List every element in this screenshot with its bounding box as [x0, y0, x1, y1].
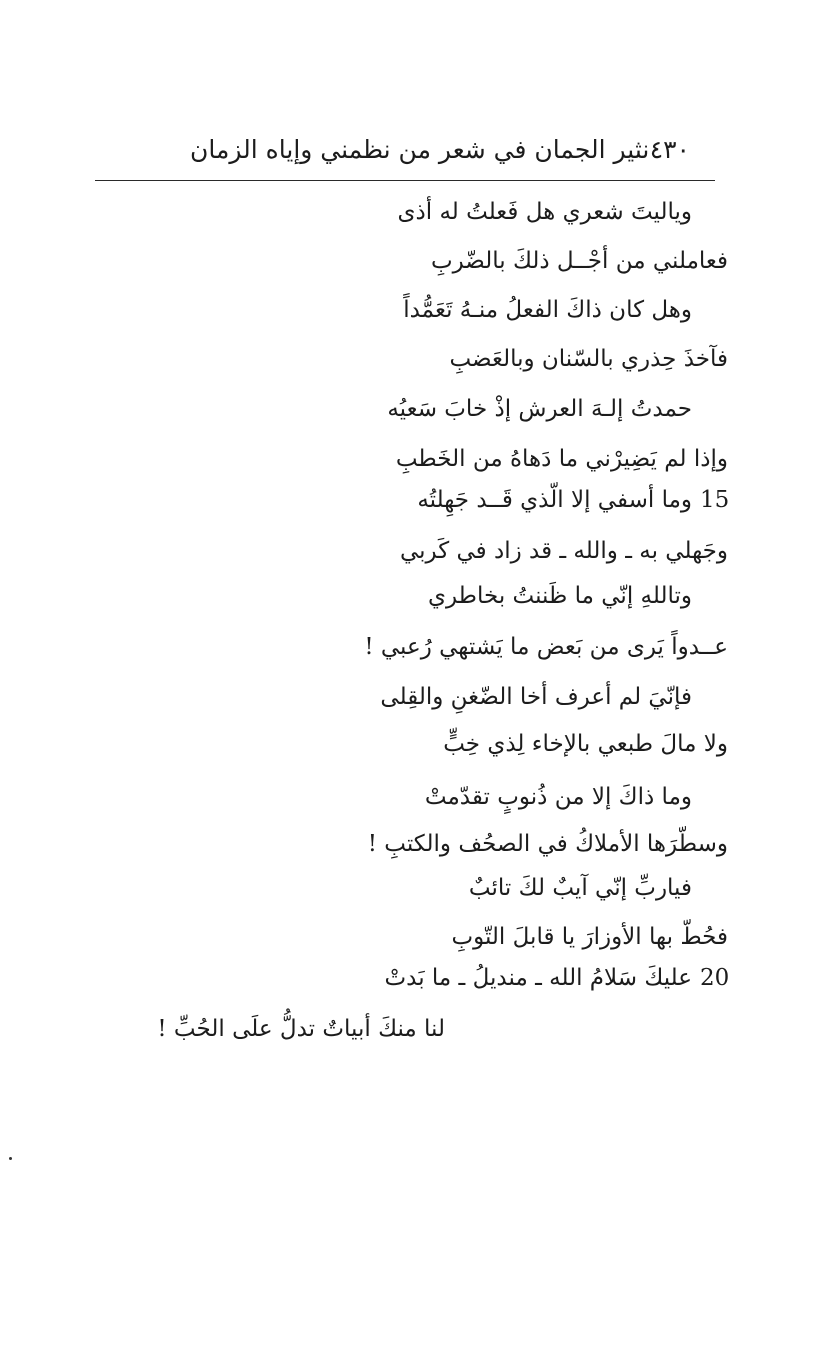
running-title: نثير الجمان في شعر من نظمني وإياه الزمان	[190, 134, 650, 164]
page-number: ٤٣٠	[649, 134, 690, 164]
verse-line: وما ذاكَ إلا من ذُنوبٍ تقدّمتْ	[424, 784, 692, 810]
verse-line: ولا مالَ طبعي بالإخاء لِذي خِبٍّ	[443, 731, 728, 757]
verse-line: حمدتُ إلـهَ العرش إذْ خابَ سَعيُه	[387, 396, 692, 422]
verse-line: وياليتَ شعري هل فَعلتُ له أذى	[397, 199, 692, 225]
verse-line: وما أسفي إلا الّذي قَــد جَهِلتُه	[417, 487, 692, 513]
verse-line: وإذا لم يَضِيرْني ما دَهاهُ من الخَطبِ	[395, 446, 728, 472]
line-number: 15	[700, 487, 730, 513]
verse-line: فإنّيَ لم أعرف أخا الضّغنِ والقِلى	[380, 684, 692, 710]
verse-line: فحُطّ بها الأوزارَ يا قابلَ التّوبِ	[451, 924, 728, 950]
verse-line: فآخذَ حِذري بالسّنان وبالعَضبِ	[449, 346, 728, 372]
verse-line: فعاملني من أجْــل ذلكَ بالضّربِ	[430, 248, 728, 274]
scan-speck	[9, 1157, 12, 1160]
verse-line: وهل كان ذاكَ الفعلُ منـهُ تَعَمُّداً	[403, 297, 692, 323]
header-divider	[95, 180, 715, 181]
verse-line: فياربِّ إنّي آيبٌ لكَ تائبٌ	[468, 875, 692, 901]
verse-line: وتاللهِ إنّي ما ظَننتُ بخاطري	[427, 583, 692, 609]
verse-line: عــدواً يَرى من بَعض ما يَشتهي رُعبي !	[364, 634, 728, 660]
verse-line: عليكَ سَلامُ الله ـ منديلُ ـ ما بَدتْ	[384, 965, 692, 991]
verse-line: وجَهلي به ـ والله ـ قد زاد في كَربي	[399, 538, 728, 564]
verse-line: وسطّرَها الأملاكُ في الصحُف والكتبِ !	[367, 831, 728, 857]
page-header	[190, 128, 690, 170]
line-number: 20	[700, 965, 730, 991]
verse-line: لنا منكَ أبياتٌ تدلُّ علَى الحُبِّ !	[157, 1016, 445, 1042]
